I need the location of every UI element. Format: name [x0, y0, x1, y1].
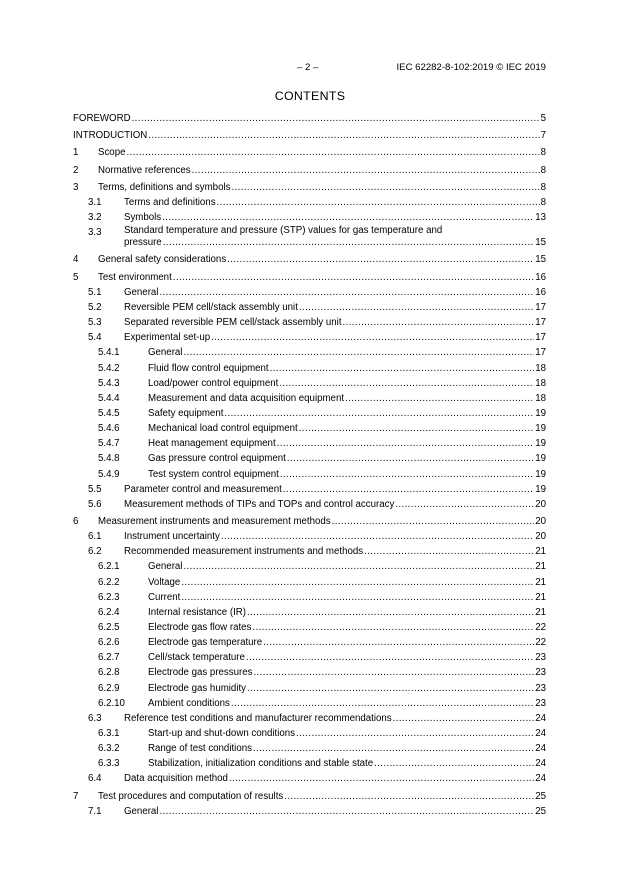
toc-entry[interactable] [73, 514, 546, 529]
toc-entry-line [148, 605, 546, 620]
toc-entry-line [124, 529, 546, 544]
toc-entry-number: 5.4.5 [98, 407, 120, 419]
page-header [0, 62, 620, 76]
dot-leader [231, 180, 539, 195]
toc-entry[interactable] [73, 225, 546, 250]
dot-leader [247, 605, 534, 620]
toc-entry-line [124, 482, 546, 497]
toc-entry[interactable] [73, 650, 546, 665]
toc-entry[interactable] [73, 195, 546, 210]
toc-entry-title: Fluid flow control equipment [148, 362, 269, 374]
dot-leader [280, 467, 534, 482]
toc-entry-title: Ambient conditions [148, 697, 230, 709]
toc-entry-number: 5.4.2 [98, 362, 120, 374]
toc-entry[interactable] [73, 421, 546, 436]
toc-entry-number: 5.4.6 [98, 423, 120, 435]
toc-entry-line [148, 665, 546, 680]
toc-entry-title: Gas pressure control equipment [148, 453, 286, 465]
toc-entry-number: 6.2.4 [98, 606, 120, 618]
toc-entry-number: 5.4.7 [98, 438, 120, 450]
toc-entry-title: Separated reversible PEM cell/stack assembly unit [124, 317, 342, 329]
toc-entry[interactable] [73, 145, 546, 160]
toc-entry-page: 22 [535, 622, 546, 634]
toc-entry-line [148, 696, 546, 711]
dot-leader [246, 650, 534, 665]
toc-entry-line [148, 376, 546, 391]
toc-entry-line [124, 771, 546, 786]
toc-entry-title: General safety considerations [98, 254, 227, 266]
toc-entry-page: 17 [535, 347, 546, 359]
dot-leader [332, 514, 535, 529]
toc-entry-title: Normative references [98, 164, 191, 176]
toc-entry[interactable] [73, 575, 546, 590]
dot-leader [284, 789, 534, 804]
toc-entry-title: Standard temperature and pressure (STP) values for gas temperature and [124, 225, 443, 237]
toc-entry[interactable] [73, 804, 546, 819]
toc-entry-title: Electrode gas humidity [148, 682, 247, 694]
dot-leader [247, 681, 534, 696]
toc-entry-page: 16 [535, 286, 546, 298]
toc-entry-page: 18 [535, 392, 546, 404]
toc-entry-page: 19 [535, 483, 546, 495]
toc-entry-page: 21 [535, 561, 546, 573]
toc-entry-title-line2: pressure [124, 237, 162, 249]
toc-entry-line [124, 544, 546, 559]
toc-entry-line [148, 467, 546, 482]
dot-leader [211, 330, 534, 345]
toc-entry-title: Cell/stack temperature [148, 652, 245, 664]
toc-entry-title: Test procedures and computation of results [98, 790, 284, 802]
dot-leader [132, 111, 540, 126]
toc-entry[interactable] [73, 128, 546, 143]
toc-entry-page: 24 [535, 712, 546, 724]
dot-leader [227, 252, 534, 267]
dot-leader [148, 128, 539, 143]
toc-entry-line [73, 128, 546, 143]
toc-entry[interactable] [73, 300, 546, 315]
toc-entry[interactable] [73, 270, 546, 285]
toc-entry-line [124, 330, 546, 345]
toc-entry-page: 25 [535, 805, 546, 817]
toc-entry-title: FOREWORD [73, 113, 131, 124]
toc-entry-number: 3.2 [88, 212, 102, 224]
toc-entry-number: 5.4.4 [98, 392, 120, 404]
toc-entry-title: Terms, definitions and symbols [98, 181, 231, 193]
toc-entry-page: 23 [535, 697, 546, 709]
toc-entry[interactable] [73, 451, 546, 466]
toc-entry-title: Terms and definitions [124, 197, 216, 209]
toc-entry-number: 6.2.10 [98, 697, 125, 709]
toc-entry-title: Scope [98, 147, 126, 159]
dot-leader [231, 696, 534, 711]
toc-entry-page: 23 [535, 682, 546, 694]
toc-entry-page: 17 [535, 301, 546, 313]
toc-entry-title: General [124, 286, 159, 298]
dot-leader [296, 726, 534, 741]
toc-entry-page: 17 [535, 332, 546, 344]
toc-entry-line [98, 270, 546, 285]
toc-entry-page: 21 [535, 606, 546, 618]
toc-entry-number: 6.2.2 [98, 576, 120, 588]
dot-leader [393, 711, 535, 726]
toc-entry[interactable] [73, 345, 546, 360]
toc-entry-number: 5.1 [88, 286, 102, 298]
toc-entry-page: 8 [540, 147, 546, 159]
toc-entry-page: 20 [535, 531, 546, 543]
toc-entry[interactable] [73, 771, 546, 786]
toc-entry-line [148, 726, 546, 741]
toc-entry-page: 22 [535, 637, 546, 649]
toc-entry-page: 21 [535, 546, 546, 558]
toc-entry-title: Measurement and data acquisition equipment [148, 392, 345, 404]
toc-entry-line [98, 252, 546, 267]
toc-entry[interactable] [73, 163, 546, 178]
toc-entry-title: Symbols [124, 212, 162, 224]
toc-entry-line [148, 391, 546, 406]
toc-entry-title: Start-up and shut-down conditions [148, 728, 296, 739]
dot-leader [181, 590, 534, 605]
toc-entry-page: 16 [535, 271, 546, 283]
dot-leader [217, 195, 540, 210]
toc-entry-page: 20 [535, 498, 546, 510]
dot-leader [277, 436, 535, 451]
toc-entry-page: 17 [535, 317, 546, 329]
toc-entry-title: INTRODUCTION [73, 130, 148, 142]
toc-entry-title: Electrode gas flow rates [148, 622, 252, 634]
toc-entry-line [148, 451, 546, 466]
dot-leader [181, 575, 534, 590]
dot-leader [253, 741, 534, 756]
toc-entry-line [148, 650, 546, 665]
dot-leader [224, 406, 534, 421]
dot-leader [299, 300, 534, 315]
toc-entry-line [148, 756, 546, 771]
toc-entry-number: 5.4.8 [98, 453, 120, 465]
toc-entry-page: 24 [535, 743, 546, 755]
dot-leader [183, 345, 534, 360]
toc-entry-line [124, 285, 546, 300]
toc-entry-line [124, 804, 546, 819]
toc-entry-line [124, 210, 546, 225]
toc-entry[interactable] [73, 605, 546, 620]
toc-entry-line [124, 300, 546, 315]
toc-entry-number: 6.2.1 [98, 561, 120, 573]
dot-leader [345, 391, 534, 406]
toc-entry-page: 19 [535, 423, 546, 435]
toc-entry-line [98, 163, 546, 178]
toc-entry-page: 5 [540, 113, 546, 124]
toc-entry[interactable] [73, 406, 546, 421]
toc-entry[interactable] [73, 252, 546, 267]
toc-entry-number: 5.2 [88, 301, 102, 313]
toc-entry-title: Measurement methods of TIPs and TOPs and control accuracy [124, 498, 395, 510]
toc-entry-number: 5.6 [88, 498, 102, 510]
toc-entry-title: Electrode gas temperature [148, 637, 263, 649]
toc-entry-page: 8 [540, 181, 546, 193]
toc-entry-line [148, 406, 546, 421]
toc-entry-page: 20 [535, 516, 546, 528]
toc-entry[interactable] [73, 285, 546, 300]
toc-entry-line [148, 345, 546, 360]
dot-leader [252, 620, 534, 635]
toc-entry-number: 5.3 [88, 317, 102, 329]
toc-entry-number: 5.4.3 [98, 377, 120, 389]
toc-entry-title: Test system control equipment [148, 468, 279, 480]
toc-entry-page: 25 [535, 790, 546, 802]
dot-leader [270, 361, 535, 376]
dot-leader [253, 665, 534, 680]
toc-entry-title: Range of test conditions [148, 743, 252, 755]
toc-entry[interactable] [73, 696, 546, 711]
toc-entry-page: 19 [535, 468, 546, 480]
toc-entry-line [124, 195, 546, 210]
toc-entry-page: 21 [535, 591, 546, 603]
dot-leader [173, 270, 534, 285]
toc-entry-line [124, 315, 546, 330]
toc-entry-number: 6 [73, 516, 79, 528]
toc-entry-line [148, 741, 546, 756]
toc-entry[interactable] [73, 529, 546, 544]
toc-entry-title: Reversible PEM cell/stack assembly unit [124, 301, 298, 313]
toc-entry[interactable] [73, 544, 546, 559]
toc-entry-line [148, 590, 546, 605]
toc-entry-number: 5.4.1 [98, 347, 120, 359]
toc-entry[interactable] [73, 620, 546, 635]
page-number: – 2 – [297, 62, 319, 73]
toc-entry-page: 23 [535, 667, 546, 679]
toc-entry-title: Voltage [148, 576, 181, 588]
toc-entry[interactable] [73, 789, 546, 804]
toc-entry[interactable] [73, 711, 546, 726]
toc-entry-page: 24 [535, 758, 546, 770]
toc-entry-page: 18 [535, 377, 546, 389]
toc-entry[interactable] [73, 681, 546, 696]
toc-entry-number: 6.3.2 [98, 743, 120, 755]
toc-entry-number: 5.4 [88, 332, 102, 344]
table-of-contents [73, 111, 546, 819]
toc-entry-title: Test environment [98, 271, 172, 283]
toc-entry-page: 15 [535, 254, 546, 266]
toc-entry-line [98, 514, 546, 529]
dot-leader [343, 315, 535, 330]
toc-entry-line [73, 111, 546, 126]
toc-entry-number: 6.3 [88, 712, 102, 724]
dot-leader [364, 544, 534, 559]
toc-entry-line [124, 711, 546, 726]
toc-entry-title: Instrument uncertainty [124, 531, 220, 543]
dot-leader [263, 635, 534, 650]
toc-entry-page: 15 [535, 237, 546, 249]
dot-leader [126, 145, 539, 160]
toc-entry-number: 7.1 [88, 805, 102, 817]
toc-entry-page: 19 [535, 453, 546, 465]
dot-leader [159, 804, 534, 819]
toc-entry[interactable] [73, 726, 546, 741]
toc-entry-title-continued [124, 237, 546, 250]
dot-leader [229, 771, 534, 786]
toc-entry-number: 6.4 [88, 773, 102, 785]
toc-entry[interactable] [73, 391, 546, 406]
toc-entry-number: 6.3.1 [98, 728, 120, 739]
toc-entry-line [148, 559, 546, 574]
toc-entry-title: Recommended measurement instruments and methods [124, 546, 364, 558]
toc-entry-line [124, 497, 546, 512]
toc-entry-page: 24 [535, 773, 546, 785]
toc-entry[interactable] [73, 330, 546, 345]
toc-entry-title: Electrode gas pressures [148, 667, 253, 679]
toc-entry-number: 6.2 [88, 546, 102, 558]
dot-leader [287, 451, 534, 466]
toc-entry-number: 6.2.9 [98, 682, 120, 694]
toc-entry-line [148, 361, 546, 376]
dot-leader [374, 756, 534, 771]
toc-entry-page: 21 [535, 576, 546, 588]
standard-reference: IEC 62282-8-102:2019 © IEC 2019 [396, 62, 546, 73]
toc-entry[interactable] [73, 467, 546, 482]
toc-entry-title: Mechanical load control equipment [148, 423, 298, 435]
toc-entry-title: Load/power control equipment [148, 377, 279, 389]
toc-entry[interactable] [73, 436, 546, 451]
dot-leader [163, 237, 535, 250]
toc-entry-title: Safety equipment [148, 407, 224, 419]
toc-entry-page: 7 [540, 130, 546, 142]
toc-entry-number: 3.1 [88, 197, 102, 209]
toc-entry[interactable] [73, 315, 546, 330]
toc-entry-line [148, 421, 546, 436]
contents-title: CONTENTS [274, 89, 346, 103]
toc-entry[interactable] [73, 756, 546, 771]
toc-entry-number: 5.5 [88, 483, 102, 495]
toc-entry-number: 5.4.9 [98, 468, 120, 480]
toc-entry[interactable] [73, 497, 546, 512]
toc-entry-line [98, 180, 546, 195]
toc-entry-line [98, 789, 546, 804]
toc-entry[interactable] [73, 180, 546, 195]
toc-entry-page: 18 [535, 362, 546, 374]
toc-entry-number: 3 [73, 181, 79, 193]
toc-entry-number: 6.2.6 [98, 637, 120, 649]
dot-leader [299, 421, 535, 436]
toc-entry-number: 4 [73, 254, 79, 266]
toc-entry-number: 6.2.5 [98, 622, 120, 634]
toc-entry-line [148, 620, 546, 635]
toc-entry-title: Current [148, 591, 181, 603]
toc-entry[interactable] [73, 635, 546, 650]
toc-entry-number: 6.2.8 [98, 667, 120, 679]
dot-leader [183, 559, 534, 574]
toc-entry-number: 6.3.3 [98, 758, 120, 770]
dot-leader [283, 482, 534, 497]
toc-entry-number: 6.2.3 [98, 591, 120, 603]
toc-entry[interactable] [73, 559, 546, 574]
toc-entry-title: Internal resistance (IR) [148, 606, 246, 618]
toc-entry[interactable] [73, 210, 546, 225]
toc-entry-line [124, 225, 546, 250]
toc-entry-title: Reference test conditions and manufacturer recommendations [124, 712, 392, 724]
dot-leader [159, 285, 534, 300]
toc-entry-page: 19 [535, 438, 546, 450]
toc-entry-page: 8 [540, 197, 546, 209]
toc-entry-number: 6.1 [88, 531, 102, 543]
toc-entry[interactable] [73, 361, 546, 376]
toc-entry-line [148, 635, 546, 650]
toc-entry-title: General [148, 347, 183, 359]
toc-entry-title: General [148, 561, 183, 573]
toc-entry-line [98, 145, 546, 160]
toc-entry-title: Experimental set-up [124, 332, 211, 344]
toc-entry-line [148, 436, 546, 451]
dot-leader [279, 376, 534, 391]
toc-entry-title: General [124, 805, 159, 817]
toc-entry-number: 3.3 [88, 227, 102, 239]
toc-entry-number: 1 [73, 147, 79, 159]
toc-entry-page: 19 [535, 407, 546, 419]
toc-entry[interactable] [73, 741, 546, 756]
dot-leader [192, 163, 540, 178]
toc-entry-title: Data acquisition method [124, 773, 228, 785]
toc-entry-title: Heat management equipment [148, 438, 276, 450]
toc-entry-title: Stabilization, initialization conditions and stable state [148, 758, 374, 770]
toc-entry[interactable] [73, 482, 546, 497]
toc-entry-page: 23 [535, 652, 546, 664]
toc-entry-page: 24 [535, 728, 546, 739]
dot-leader [162, 210, 534, 225]
toc-entry-line [148, 681, 546, 696]
toc-entry-number: 6.2.7 [98, 652, 120, 664]
toc-entry[interactable] [73, 590, 546, 605]
toc-entry-page: 13 [535, 212, 546, 224]
toc-entry-title: Parameter control and measurement [124, 483, 282, 495]
toc-entry-number: 5 [73, 271, 79, 283]
toc-entry-line [148, 575, 546, 590]
toc-entry[interactable] [73, 111, 546, 126]
toc-entry[interactable] [73, 376, 546, 391]
toc-entry-number: 2 [73, 164, 79, 176]
toc-entry-title: Measurement instruments and measurement methods [98, 516, 331, 528]
toc-entry-page: 8 [540, 164, 546, 176]
dot-leader [221, 529, 534, 544]
dot-leader [395, 497, 534, 512]
toc-entry[interactable] [73, 665, 546, 680]
toc-entry-number: 7 [73, 790, 79, 802]
